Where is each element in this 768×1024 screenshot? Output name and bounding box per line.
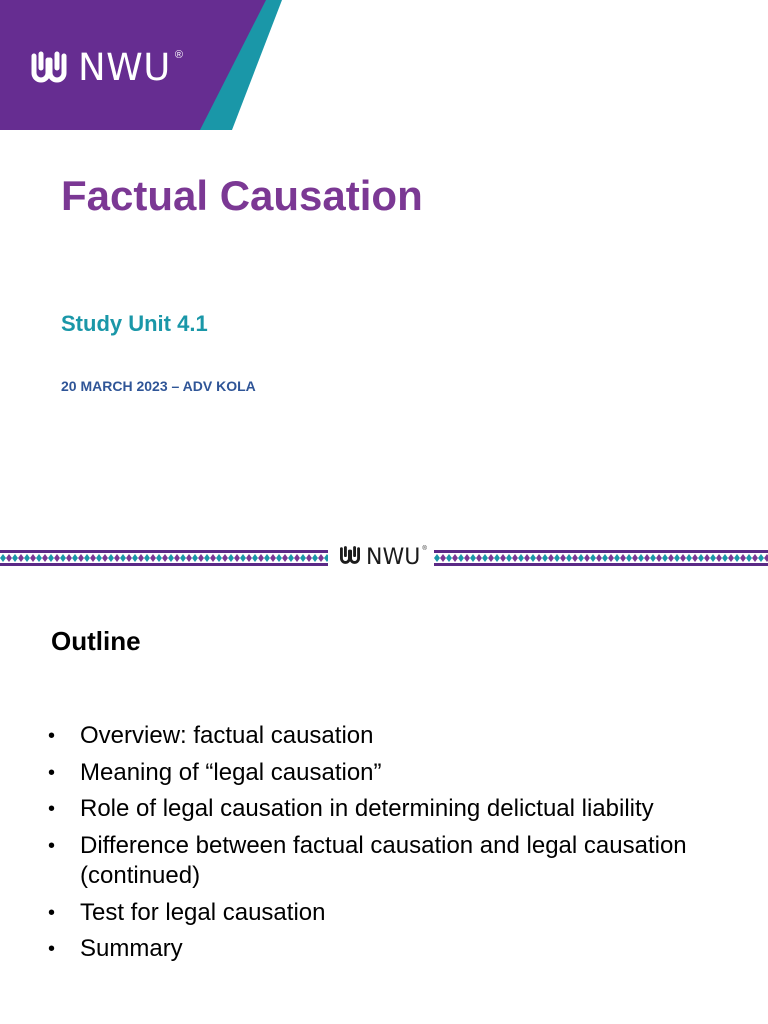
outline-heading: Outline — [51, 626, 141, 656]
nwu-logo-icon — [338, 543, 362, 572]
registered-mark: ® — [174, 49, 183, 61]
list-item — [48, 898, 738, 929]
nwu-logo-text: NWU — [78, 45, 171, 89]
list-item — [48, 721, 738, 752]
slide-subtitle: Study Unit 4.1 — [61, 311, 208, 336]
outline-slide — [0, 530, 768, 1024]
list-item — [48, 934, 738, 965]
list-item-text: Test for legal causation — [80, 898, 326, 926]
list-item — [48, 794, 738, 825]
list-item-text: Summary — [80, 935, 183, 962]
list-item — [48, 758, 738, 789]
list-item-text: Meaning of “legal causation” — [80, 758, 382, 786]
registered-mark: ® — [422, 546, 427, 552]
decorative-border-right — [434, 550, 768, 566]
slide-dateline: 20 MARCH 2023 – ADV KOLA — [61, 378, 256, 394]
bullet-icon: • — [48, 834, 56, 857]
nwu-logo — [28, 45, 183, 89]
nwu-logo-small — [338, 544, 427, 570]
list-item-text: Role of legal causation in determining delictual liability — [80, 795, 654, 822]
list-item — [48, 831, 738, 892]
bullet-icon: • — [48, 901, 56, 924]
bullet-icon: • — [48, 761, 56, 784]
outline-list — [48, 721, 738, 971]
bullet-icon: • — [48, 798, 56, 820]
nwu-logo-text: NWU — [366, 544, 421, 570]
bullet-icon: • — [48, 938, 56, 960]
slide-title: Factual Causation — [61, 172, 423, 219]
list-item-text: Difference between factual causation and legal causation (continued) — [80, 831, 687, 889]
nwu-logo-icon — [28, 46, 70, 88]
decorative-border-left — [0, 550, 328, 566]
bullet-icon: • — [48, 725, 56, 747]
list-item-text: Overview: factual causation — [80, 722, 374, 749]
